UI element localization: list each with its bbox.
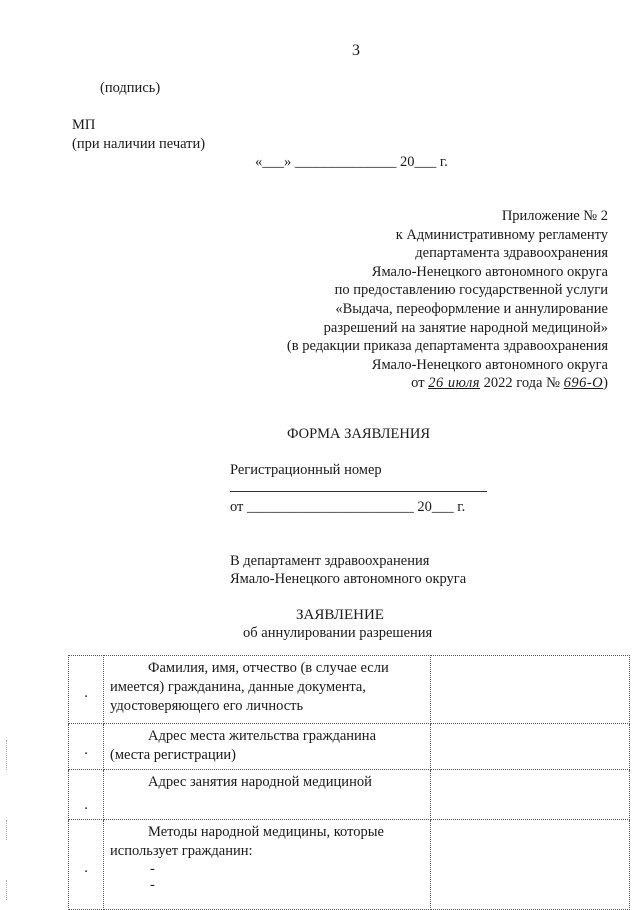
- scan-margin-mark: [6, 740, 9, 770]
- annex-line: Ямало-Ненецкого автономного округа: [371, 263, 608, 280]
- annex-line: «Выдача, переоформление и аннулирование: [335, 300, 608, 317]
- signature-date-line: «___» ______________ 20___ г.: [255, 154, 448, 170]
- seal-label: МП: [72, 117, 96, 133]
- handwritten-date: 26 июля: [428, 375, 481, 392]
- annex-order-suffix: ): [603, 375, 608, 392]
- row-label-first-line: Адрес занятия народной медициной: [148, 774, 372, 790]
- row-number: .: [69, 724, 104, 770]
- practice-address-value-cell[interactable]: [431, 770, 630, 820]
- list-dash: -: [150, 861, 155, 877]
- annex-header: [287, 207, 608, 393]
- registration-date-line: от _______________________ 20___ г.: [230, 499, 466, 515]
- table-row: [69, 770, 630, 820]
- annex-line: Приложение № 2: [501, 208, 608, 224]
- application-table: [68, 655, 630, 910]
- row-label-first-line: Адрес места жительства гражданина: [148, 728, 377, 744]
- table-row: [69, 724, 630, 770]
- scan-margin-mark: [6, 820, 9, 840]
- annex-order-mid: 2022 года №: [483, 375, 560, 392]
- statement-subtitle: об аннулировании разрешения: [243, 625, 433, 641]
- methods-value-cell[interactable]: [431, 820, 630, 910]
- residence-address-value-cell[interactable]: [431, 724, 630, 770]
- signature-label: (подпись): [100, 80, 161, 96]
- row-label-rest: имеется) гражданина, данные документа, удостоверяющего его личность: [110, 679, 366, 714]
- handwritten-order-number: 696-О: [563, 375, 604, 392]
- annex-line: Ямало-Ненецкого автономного округа: [371, 356, 608, 373]
- annex-line: департамента здравоохранения: [415, 245, 608, 262]
- annex-line: по предоставлению государственной услуги: [334, 282, 608, 299]
- form-title: ФОРМА ЗАЯВЛЕНИЯ: [287, 426, 430, 442]
- row-number: .: [69, 656, 104, 724]
- statement-title: ЗАЯВЛЕНИЕ: [296, 607, 384, 623]
- row-label-first-line: Методы народной медицины, которые: [148, 824, 384, 840]
- registration-number-field[interactable]: [230, 491, 487, 492]
- row-label: [104, 724, 431, 770]
- row-number: .: [69, 770, 104, 820]
- row-label: [104, 656, 431, 724]
- annex-order-line: [287, 374, 608, 393]
- recipient-line: В департамент здравоохранения: [230, 553, 430, 569]
- list-dash: -: [150, 877, 155, 893]
- page-number: 3: [352, 42, 360, 59]
- annex-order-prefix: от: [411, 375, 425, 392]
- recipient-line: Ямало-Ненецкого автономного округа: [230, 571, 467, 587]
- row-label: [104, 770, 431, 820]
- row-label-rest: (места регистрации): [110, 747, 236, 763]
- annex-line: разрешений на занятие народной медициной»: [323, 319, 608, 336]
- row-number: .: [69, 820, 104, 910]
- registration-number-label: Регистрационный номер: [230, 462, 382, 478]
- annex-line: к Административному регламенту: [395, 226, 608, 243]
- row-label: [104, 820, 431, 910]
- table-row: [69, 656, 630, 724]
- full-name-value-cell[interactable]: [431, 656, 630, 724]
- row-label-first-line: Фамилия, имя, отчество (в случае если: [148, 660, 389, 676]
- scan-margin-mark: [6, 880, 9, 900]
- row-label-rest: использует гражданин:: [110, 843, 253, 859]
- table-row: [69, 820, 630, 910]
- annex-line: (в редакции приказа департамента здравоохранения: [286, 338, 608, 355]
- seal-note: (при наличии печати): [72, 136, 206, 152]
